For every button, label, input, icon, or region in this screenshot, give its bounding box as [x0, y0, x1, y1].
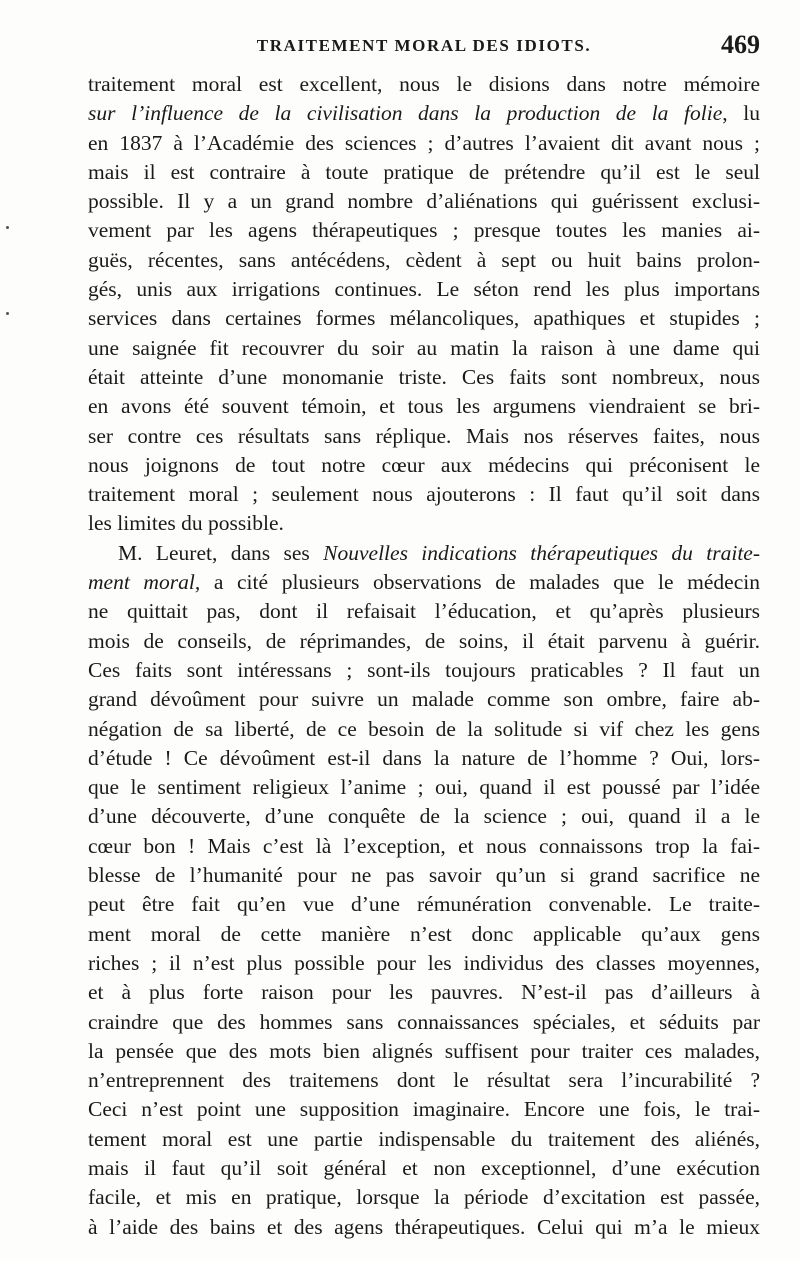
- text-line: [88, 802, 760, 831]
- line-text: d’étude ! Ce dévoûment est-il dans la nature de l’homme ? Oui, lors-: [88, 745, 760, 770]
- text-line: [88, 1183, 760, 1212]
- line-text: ment moral de cette manière n’est donc applicable qu’aux gens: [88, 921, 760, 946]
- text-line: [88, 99, 760, 128]
- line-text: nous joignons de tout notre cœur aux médecins qui préconisent le: [88, 452, 760, 477]
- line-text: gés, unis aux irrigations continues. Le séton rend les plus importans: [88, 277, 760, 302]
- line-text: guës, récentes, sans antécédens, cèdent à sept ou huit bains prolon-: [88, 247, 760, 272]
- line-text: traitement moral ; seulement nous ajouterons : Il faut qu’il soit dans: [88, 482, 760, 507]
- margin-speck: [6, 312, 9, 315]
- text-line: [88, 744, 760, 773]
- text-line: [88, 275, 760, 304]
- line-text: la pensée que des mots bien alignés suffisent pour traiter ces malades,: [88, 1038, 760, 1063]
- text-line: [88, 363, 760, 392]
- italic-text: ment moral: [88, 570, 195, 595]
- text-line: [88, 1008, 760, 1037]
- text-line: [88, 1125, 760, 1154]
- text-line: [88, 246, 760, 275]
- text-line: [88, 597, 760, 626]
- margin-speck: [6, 226, 9, 229]
- line-text: craindre que des hommes sans connaissances spéciales, et séduits par: [88, 1009, 760, 1034]
- text-line: [88, 1037, 760, 1066]
- line-text: mais il est contraire à toute pratique de prétendre qu’il est le seul: [88, 159, 760, 184]
- text-line: [88, 1095, 760, 1124]
- line-text: mois de conseils, de réprimandes, de soins, il était parvenu à guérir.: [88, 628, 760, 653]
- line-text: une saignée fit recouvrer du soir au matin la raison à une dame qui: [88, 335, 760, 360]
- text-line: [88, 920, 760, 949]
- line-text: riches ; il n’est plus possible pour les individus des classes moyennes,: [88, 950, 760, 975]
- line-text: en avons été souvent témoin, et tous les argumens viendraient se bri-: [88, 394, 760, 419]
- line-text: Ces faits sont intéressans ; sont-ils toujours praticables ? Il faut un: [88, 657, 760, 682]
- text-line: [88, 451, 760, 480]
- line-text: que le sentiment religieux l’anime ; oui, quand il est poussé par l’idée: [88, 775, 760, 800]
- line-text: tement moral est une partie indispensable du traitement des aliénés,: [88, 1126, 760, 1151]
- line-text: vement par les agens thérapeutiques ; presque toutes les manies ai-: [88, 218, 760, 243]
- text-line: [88, 509, 760, 538]
- line-text: d’une découverte, d’une conquête de la science ; oui, quand il a le: [88, 804, 760, 829]
- line-text: blesse de l’humanité pour ne pas savoir qu’un si grand sacrifice ne: [88, 863, 760, 888]
- text-line: [88, 70, 760, 99]
- text-line: [88, 656, 760, 685]
- body-text: [88, 70, 760, 1242]
- italic-text: sur l’influence de la civilisation dans la production de la folie: [88, 101, 723, 126]
- text-line: [88, 1066, 760, 1095]
- text-line: [88, 1213, 760, 1242]
- text-line: [88, 187, 760, 216]
- text-line: [88, 129, 760, 158]
- text-line: [88, 715, 760, 744]
- line-text: était atteinte d’une monomanie triste. Ces faits sont nombreux, nous: [88, 364, 760, 389]
- text-line: [88, 158, 760, 187]
- text-line: [88, 392, 760, 421]
- line-text: négation de sa liberté, de ce besoin de la solitude si vif chez les gens: [88, 716, 760, 741]
- text-line: [88, 949, 760, 978]
- text-line: [88, 861, 760, 890]
- line-text: les limites du possible.: [88, 511, 284, 536]
- line-text: M. Leuret, dans ses: [118, 540, 324, 565]
- page-header: [88, 30, 760, 66]
- text-line: [88, 422, 760, 451]
- line-text: mais il faut qu’il soit général et non exceptionnel, d’une exécution: [88, 1155, 760, 1180]
- text-line: [88, 685, 760, 714]
- text-line: [88, 539, 760, 568]
- text-line: [88, 832, 760, 861]
- running-title: TRAITEMENT MORAL DES IDIOTS.: [256, 36, 592, 55]
- italic-text: Nouvelles indications thérapeutiques du traite-: [323, 540, 761, 565]
- line-text: grand dévoûment pour suivre un malade comme son ombre, faire ab-: [88, 687, 760, 712]
- text-line: [88, 773, 760, 802]
- line-text: ser contre ces résultats sans réplique. Mais nos réserves faites, nous: [88, 423, 760, 448]
- line-text: , a cité plusieurs observations de malades que le médecin: [194, 570, 760, 595]
- text-line: [88, 480, 760, 509]
- line-text: et à plus forte raison pour les pauvres. N’est-il pas d’ailleurs à: [88, 980, 760, 1005]
- text-line: [88, 978, 760, 1007]
- line-text: facile, et mis en pratique, lorsque la période d’excitation est passée,: [88, 1185, 760, 1210]
- text-line: [88, 627, 760, 656]
- text-line: [88, 304, 760, 333]
- page-number: 469: [721, 30, 760, 59]
- line-text: à l’aide des bains et des agens thérapeutiques. Celui qui m’a le mieux: [88, 1214, 760, 1239]
- text-line: [88, 216, 760, 245]
- line-text: ne quittait pas, dont il refaisait l’éducation, et qu’après plusieurs: [88, 599, 760, 624]
- text-line: [88, 890, 760, 919]
- line-text: peut être fait qu’en vue d’une rémunération convenable. Le traite-: [88, 892, 760, 917]
- line-text: cœur bon ! Mais c’est là l’exception, et nous connaissons trop la fai-: [88, 833, 760, 858]
- line-text: , lu: [722, 101, 760, 126]
- line-text: services dans certaines formes mélancoliques, apathiques et stupides ;: [88, 306, 760, 331]
- text-line: [88, 568, 760, 597]
- line-text: n’entreprennent des traitemens dont le résultat sera l’incurabilité ?: [88, 1068, 760, 1093]
- line-text: en 1837 à l’Académie des sciences ; d’autres l’avaient dit avant nous ;: [88, 130, 760, 155]
- text-line: [88, 1154, 760, 1183]
- line-text: possible. Il y a un grand nombre d’aliénations qui guérissent exclusi-: [88, 189, 760, 214]
- text-line: [88, 334, 760, 363]
- line-text: traitement moral est excellent, nous le disions dans notre mémoire: [88, 72, 760, 96]
- line-text: Ceci n’est point une supposition imaginaire. Encore une fois, le trai-: [88, 1097, 760, 1122]
